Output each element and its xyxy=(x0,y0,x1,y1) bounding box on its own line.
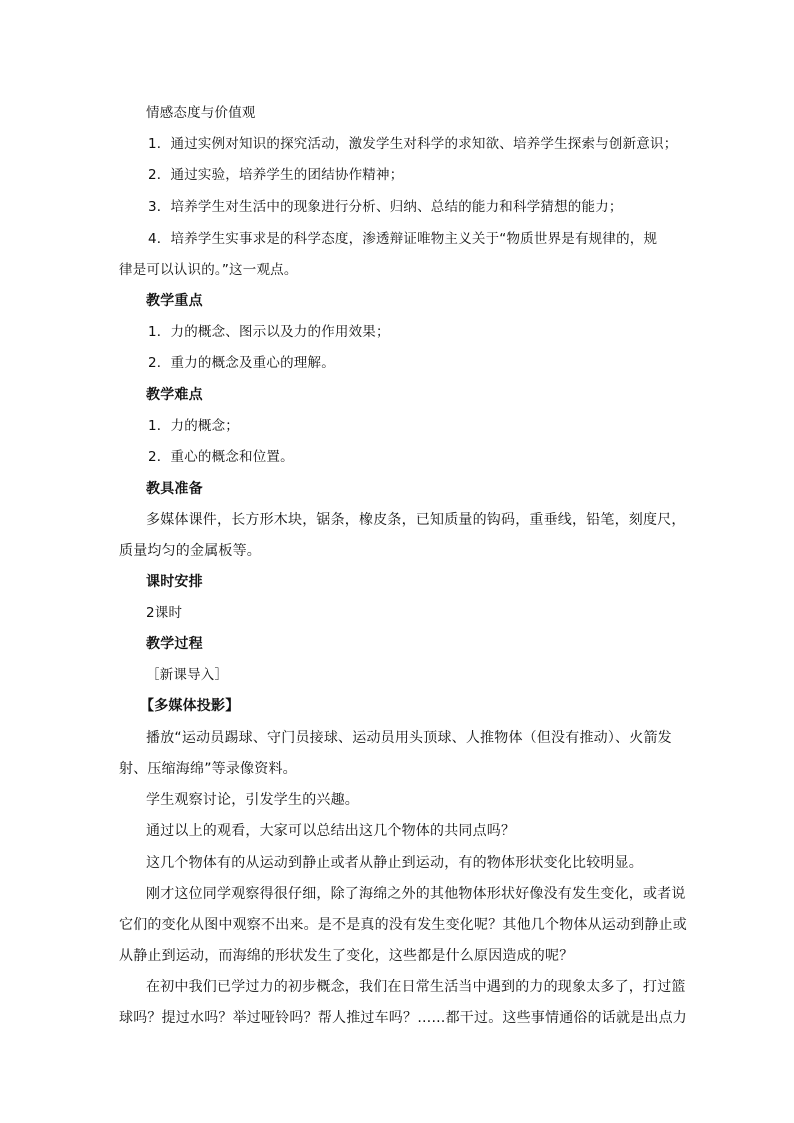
heading-difficult-points: 教学难点 xyxy=(146,387,203,403)
list-item: 2．重力的概念及重心的理解。 xyxy=(148,355,335,371)
heading-tools: 教具准备 xyxy=(146,481,203,497)
paragraph-line: 在初中我们已学过力的初步概念，我们在日常生活当中遇到的力的现象太多了，打过篮 xyxy=(146,979,686,995)
paragraph-line: 学生观察讨论，引发学生的兴趣。 xyxy=(146,792,359,808)
list-item: 4．培养学生实事求是的科学态度，渗透辩证唯物主义关于“物质世界是有规律的，规 xyxy=(148,231,658,247)
heading-key-points: 教学重点 xyxy=(146,293,203,309)
list-item: 2．通过实验，培养学生的团结协作精神； xyxy=(148,167,404,183)
intro-label: ［新课导入］ xyxy=(146,667,229,683)
section-title-emotion: 情感态度与价值观 xyxy=(146,105,256,121)
paragraph-line: 这几个物体有的从运动到静止或者从静止到运动，有的物体形状变化比较明显。 xyxy=(146,855,643,871)
list-item: 2．重心的概念和位置。 xyxy=(148,449,294,465)
list-item: 1．力的概念； xyxy=(148,418,239,434)
schedule-text: 2课时 xyxy=(146,605,183,621)
paragraph-line: 刚才这位同学观察得很仔细，除了海绵之外的其他物体形状好像没有发生变化，或者说 xyxy=(146,886,686,902)
paragraph-line: 质量均匀的金属板等。 xyxy=(119,543,261,559)
heading-process: 教学过程 xyxy=(146,636,203,652)
media-label: 【多媒体投影】 xyxy=(140,698,240,714)
paragraph-line: 它们的变化从图中观察不出来。是不是真的没有发生变化呢？其他几个物体从运动到静止或 xyxy=(119,917,687,933)
list-item-continued: 律是可以认识的。”这一观点。 xyxy=(119,262,298,278)
list-item: 3．培养学生对生活中的现象进行分析、归纳、总结的能力和科学猜想的能力； xyxy=(148,199,623,215)
paragraph-line: 多媒体课件，长方形木块，锯条，橡皮条，已知质量的钩码，重垂线，铅笔，刻度尺， xyxy=(146,512,686,528)
list-item: 1．通过实例对知识的探究活动，激发学生对科学的求知欲、培养学生探索与创新意识； xyxy=(148,136,678,152)
list-item: 1．力的概念、图示以及力的作用效果； xyxy=(148,324,390,340)
paragraph-line: 播放“运动员踢球、守门员接球、运动员用头顶球、人推物体（但没有推动）、火箭发 xyxy=(146,730,672,746)
paragraph-line: 球吗？提过水吗？举过哑铃吗？帮人推过车吗？……都干过。这些事情通俗的话就是出点力 xyxy=(119,1010,687,1026)
heading-schedule: 课时安排 xyxy=(146,574,203,590)
paragraph-line: 通过以上的观看，大家可以总结出这几个物体的共同点吗？ xyxy=(146,823,516,839)
paragraph-line: 射、压缩海绵”等录像资料。 xyxy=(119,761,297,777)
paragraph-line: 从静止到运动，而海绵的形状发生了变化，这些都是什么原因造成的呢？ xyxy=(119,948,574,964)
